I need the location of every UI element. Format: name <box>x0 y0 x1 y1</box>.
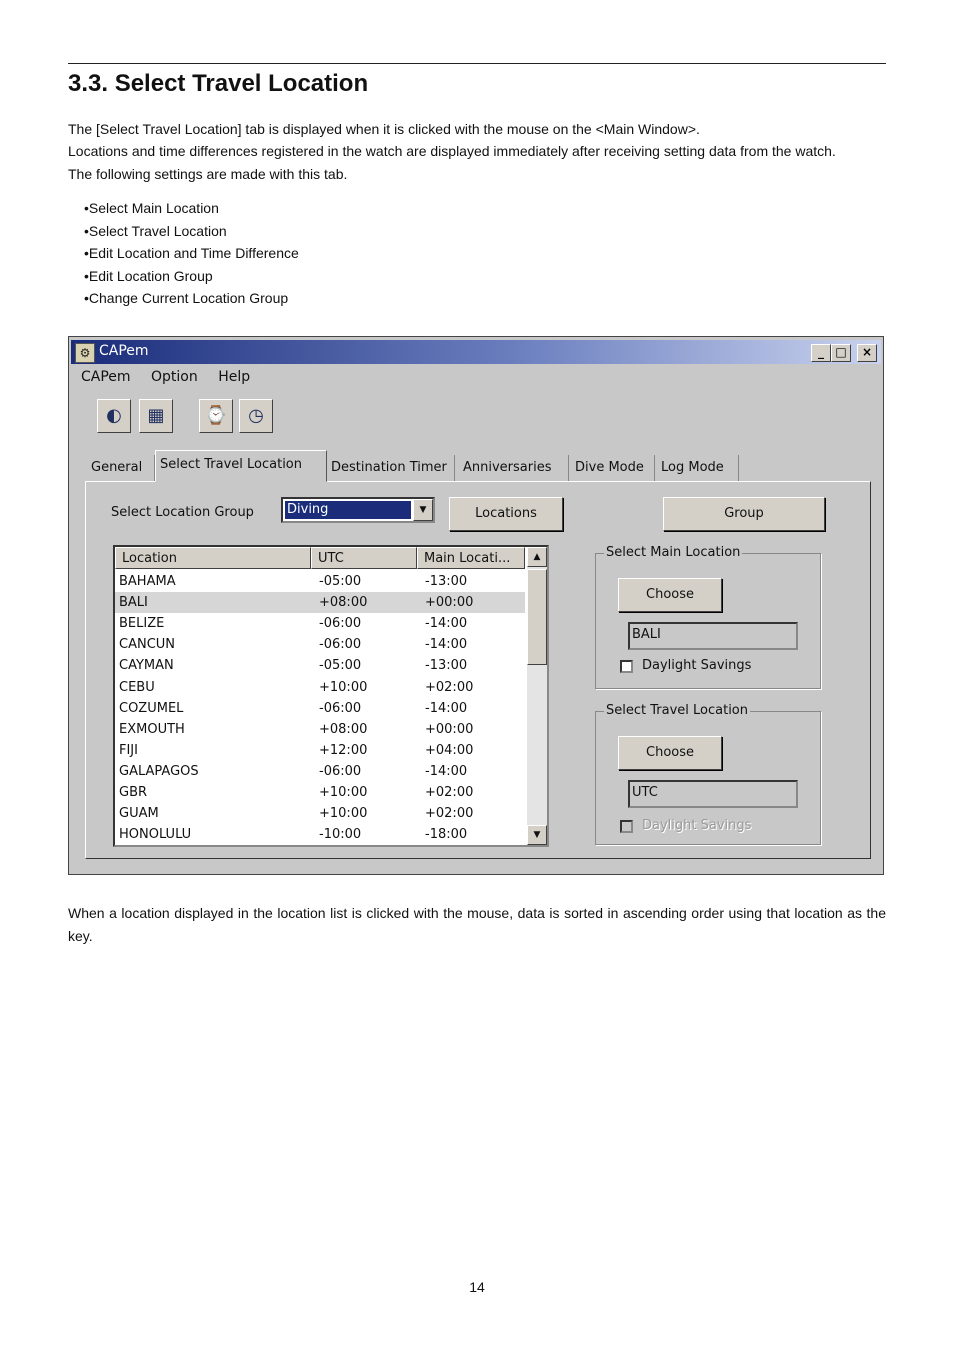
table-row[interactable] <box>115 824 525 845</box>
list-item: • Edit Location and Time Difference <box>84 242 299 265</box>
location-list[interactable] <box>113 545 549 847</box>
list-item: • Select Main Location <box>84 197 299 220</box>
cell-location: FIJI <box>119 742 138 758</box>
cell-utc: -05:00 <box>319 574 362 589</box>
table-row[interactable] <box>115 803 525 824</box>
cell-location: HONOLULU <box>119 827 192 843</box>
location-group-select[interactable] <box>281 497 435 523</box>
travel-location-field[interactable]: UTC <box>628 780 798 808</box>
cell-location: CANCUN <box>119 637 176 653</box>
tab-destination-timer[interactable]: Destination Timer <box>327 455 455 481</box>
menu-option[interactable]: Option <box>151 369 198 385</box>
travel-daylight-checkbox[interactable] <box>620 820 633 833</box>
main-location-group <box>595 545 821 689</box>
clock-icon[interactable]: ◷ <box>239 399 273 433</box>
cell-location: CEBU <box>119 679 155 695</box>
intro-line-1: The [Select Travel Location] tab is displayed when it is clicked with the mouse on the <Main Window>. <box>68 121 700 137</box>
capem-window-screenshot <box>68 336 884 875</box>
column-utc[interactable]: UTC <box>311 547 417 569</box>
cell-location: BELIZE <box>119 616 165 632</box>
window-title: CAPem <box>99 343 149 359</box>
section-heading: 3.3. Select Travel Location <box>68 70 369 97</box>
cell-main: -14:00 <box>425 763 468 779</box>
cell-location: GALAPAGOS <box>119 763 199 779</box>
table-row[interactable] <box>115 782 525 803</box>
menu-help[interactable]: Help <box>218 369 251 385</box>
list-item: • Edit Location Group <box>84 265 299 288</box>
cell-utc: +12:00 <box>319 742 368 758</box>
table-row[interactable] <box>115 677 525 698</box>
table-row[interactable] <box>115 719 525 740</box>
cell-main: +00:00 <box>425 595 474 611</box>
footer-paragraph: When a location displayed in the location list is clicked with the mouse, data is sorted in ascending order using that location as the key. <box>68 905 886 944</box>
main-daylight-label: Daylight Savings <box>642 658 752 673</box>
column-location[interactable]: Location <box>115 547 311 569</box>
main-daylight-checkbox[interactable] <box>620 660 633 673</box>
location-group-value: Diving <box>285 501 411 519</box>
app-icon: ⚙ <box>75 343 95 363</box>
location-group-label: Select Location Group <box>111 505 254 520</box>
computer-icon[interactable]: ▦ <box>139 399 173 433</box>
tab-select-travel-location[interactable]: Select Travel Location <box>155 450 327 482</box>
table-row[interactable] <box>115 613 525 634</box>
intro-line-2: Locations and time differences registered in the watch are displayed immediately after receiving setting data from the watch. <box>68 143 836 159</box>
table-row[interactable] <box>115 655 525 676</box>
locations-button[interactable]: Locations <box>449 497 563 531</box>
scroll-up-icon[interactable]: ▲ <box>527 547 547 567</box>
cell-utc: +10:00 <box>319 806 368 822</box>
tab-general[interactable]: General <box>87 455 155 481</box>
cell-location: BALI <box>119 595 148 611</box>
cell-location: COZUMEL <box>119 700 184 716</box>
cell-main: +02:00 <box>425 806 474 822</box>
table-row[interactable] <box>115 698 525 719</box>
main-location-legend: Select Main Location <box>606 545 741 560</box>
tab-dive-mode[interactable]: Dive Mode <box>571 455 655 481</box>
cell-utc: -06:00 <box>319 637 362 653</box>
group-button[interactable]: Group <box>663 497 825 531</box>
close-icon[interactable]: × <box>857 344 877 362</box>
menu-capem[interactable]: CAPem <box>81 369 131 385</box>
table-row[interactable] <box>115 592 525 613</box>
list-header <box>115 547 527 569</box>
cell-utc: -05:00 <box>319 658 362 674</box>
intro-line-3: The following settings are made with this tab. <box>68 166 348 182</box>
column-main-location[interactable]: Main Locati... <box>417 547 525 569</box>
page-number: 14 <box>469 1279 485 1295</box>
scroll-down-icon[interactable]: ▼ <box>527 825 547 845</box>
cell-location: GUAM <box>119 806 159 822</box>
title-bar <box>71 340 881 364</box>
cell-utc: +08:00 <box>319 595 368 611</box>
cell-main: +00:00 <box>425 721 474 737</box>
watch-send-icon[interactable]: ⌚ <box>199 399 233 433</box>
tab-anniversaries[interactable]: Anniversaries <box>459 455 569 481</box>
cell-main: -13:00 <box>425 574 468 589</box>
main-location-field[interactable]: BALI <box>628 622 798 650</box>
tab-log-mode[interactable]: Log Mode <box>657 455 739 481</box>
cell-location: BAHAMA <box>119 574 176 589</box>
cell-utc: -10:00 <box>319 827 362 843</box>
choose-main-button[interactable]: Choose <box>618 578 722 612</box>
cell-utc: +08:00 <box>319 721 368 737</box>
table-row[interactable] <box>115 571 525 592</box>
list-item: • Select Travel Location <box>84 220 299 243</box>
cell-location: GBR <box>119 785 148 800</box>
minimize-icon[interactable]: _ <box>811 344 831 362</box>
cell-utc: +10:00 <box>319 785 368 800</box>
travel-location-legend: Select Travel Location <box>606 703 748 718</box>
travel-daylight-label: Daylight Savings <box>642 818 752 833</box>
cell-main: +04:00 <box>425 742 474 758</box>
cell-main: -14:00 <box>425 637 468 653</box>
cell-utc: -06:00 <box>319 763 362 779</box>
list-scrollbar[interactable] <box>527 547 547 845</box>
receive-data-icon[interactable]: ◐ <box>97 399 131 433</box>
cell-main: -13:00 <box>425 658 468 674</box>
table-row[interactable] <box>115 634 525 655</box>
cell-location: EXMOUTH <box>119 721 185 737</box>
cell-main: -14:00 <box>425 700 468 716</box>
top-rule <box>68 63 886 64</box>
cell-utc: -06:00 <box>319 616 362 632</box>
travel-location-group <box>595 703 821 845</box>
table-row[interactable] <box>115 761 525 782</box>
cell-main: +02:00 <box>425 679 474 695</box>
chevron-down-icon[interactable]: ▼ <box>413 499 433 521</box>
table-row[interactable] <box>115 740 525 761</box>
cell-main: -14:00 <box>425 616 468 632</box>
cell-utc: -06:00 <box>319 700 362 716</box>
cell-main: -18:00 <box>425 827 468 843</box>
maximize-icon[interactable]: □ <box>831 344 851 362</box>
choose-travel-button[interactable]: Choose <box>618 736 722 770</box>
settings-list <box>84 197 299 310</box>
list-item: • Change Current Location Group <box>84 287 299 310</box>
cell-main: +02:00 <box>425 785 474 800</box>
scroll-thumb[interactable] <box>527 569 547 665</box>
cell-location: CAYMAN <box>119 658 174 674</box>
menu-bar <box>81 369 266 385</box>
cell-utc: +10:00 <box>319 679 368 695</box>
